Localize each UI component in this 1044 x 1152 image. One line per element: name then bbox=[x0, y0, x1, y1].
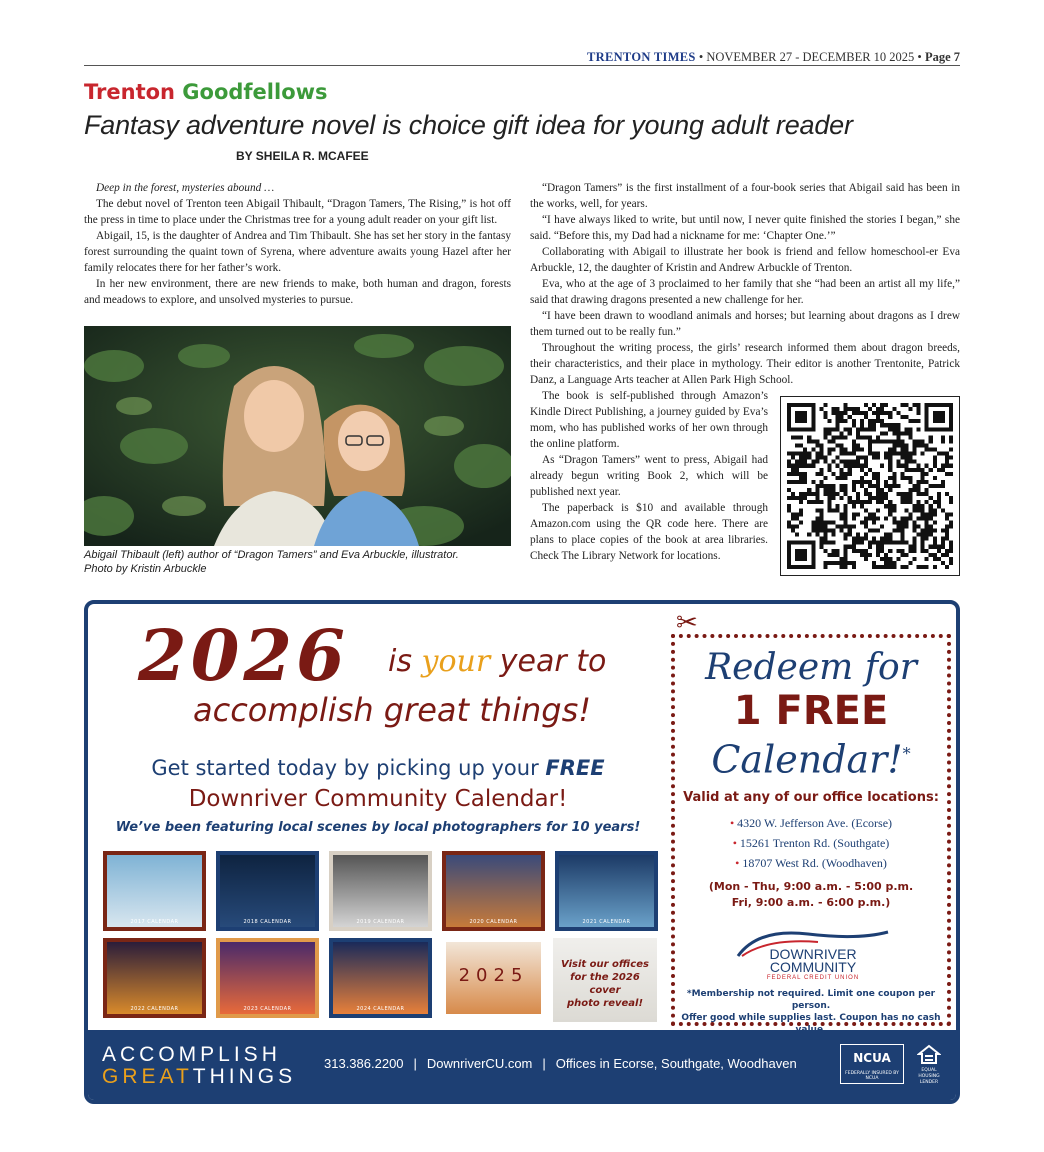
footer-web[interactable]: DownriverCU.com bbox=[426, 1056, 533, 1071]
calendar-label: 2022 CALENDAR bbox=[130, 1006, 179, 1012]
coupon-location: • 18707 West Rd. (Woodhaven) bbox=[735, 856, 887, 870]
qr-code-icon bbox=[787, 403, 953, 569]
scissors-icon: ✂ bbox=[676, 608, 698, 638]
article-paragraph: In her new environment, there are new friends to make, both human and dragon, forests and meadows to explore, and unsolved mysteries to pursue. bbox=[84, 278, 511, 306]
ad-free: FREE bbox=[545, 756, 605, 780]
footer-great-things bbox=[102, 1066, 296, 1088]
fine-line: *Membership not required. Limit one coupon per person. bbox=[686, 989, 936, 1011]
calendar-thumbnail bbox=[442, 851, 545, 931]
article-paragraph: Throughout the writing process, the girls’ research informed them about dragon breeds, their characteristics, and their place in mythology. Their editor is another Trentonite, Patrick Danz, a Language Arts teacher at Allen Park High School. bbox=[530, 342, 960, 386]
article-paragraph: “I have always liked to write, but until now, I never quite finished the stories I began,” she said. “Before this, my Dad had a nickname for me: ‘Chapter One.’” bbox=[530, 214, 960, 242]
ad-get-started bbox=[88, 754, 668, 782]
calendar-label: 2020 CALENDAR bbox=[469, 919, 518, 925]
calendar-thumbnail bbox=[103, 851, 206, 931]
footer-great: GREAT bbox=[102, 1065, 193, 1088]
footer-things: THINGS bbox=[192, 1065, 297, 1088]
article-column-right bbox=[530, 180, 960, 388]
page-number: Page 7 bbox=[924, 50, 960, 64]
article-paragraph: “I have been drawn to woodland animals and horses; but learning about dragons as I drew them turned out to be really fun.” bbox=[530, 310, 960, 338]
masthead bbox=[84, 50, 960, 66]
qr-code[interactable] bbox=[780, 396, 960, 576]
equal-housing-icon bbox=[912, 1044, 946, 1084]
coupon-fine-print bbox=[671, 988, 951, 1036]
ncua-sub: FEDERALLY INSURED BY NCUA bbox=[845, 1071, 899, 1081]
logo-line: FEDERAL CREDIT UNION bbox=[766, 975, 860, 981]
coupon-hours: (Mon - Thu, 9:00 a.m. - 5:00 p.m. bbox=[708, 880, 914, 893]
coupon-redeem: Redeem for bbox=[705, 647, 917, 688]
article-paragraph: “Dragon Tamers” is the first installment of a four-book series that Abigail said has been in the works, well, for years. bbox=[530, 182, 960, 210]
logo-line: DOWNRIVER bbox=[769, 946, 857, 962]
calendar-label: 2018 CALENDAR bbox=[243, 919, 292, 925]
coupon-calendar-text: Calendar! bbox=[711, 737, 903, 782]
calendar-label: 2019 CALENDAR bbox=[356, 919, 405, 925]
calendar-thumbnail bbox=[103, 938, 206, 1018]
article-paragraph: The debut novel of Trenton teen Abigail Thibault, “Dragon Tamers, The Rising,” is hot off the press in time to place under the Christmas tree for a young adult reader on your gift list. bbox=[84, 198, 511, 226]
ad-calendar-name: Downriver Community Calendar! bbox=[188, 786, 568, 812]
paper-name: TRENTON TIMES bbox=[587, 50, 696, 64]
calendar-thumbnail bbox=[329, 938, 432, 1018]
article-paragraph: Deep in the forest, mysteries abound … bbox=[96, 182, 275, 194]
calendar-thumbnail bbox=[216, 938, 319, 1018]
visit-line: Visit our offices bbox=[561, 959, 649, 970]
calendar-label: 2023 CALENDAR bbox=[243, 1006, 292, 1012]
section-kicker bbox=[84, 80, 328, 104]
photo-caption bbox=[84, 548, 514, 576]
footer-contact: 313.386.2200 | DownriverCU.com | Offices in Ecorse, Southgate, Woodhaven bbox=[324, 1056, 797, 1071]
dcfcu-logo bbox=[728, 926, 898, 986]
article-paragraph: Eva, who at the age of 3 proclaimed to her family that she “had been an artist all my life,” said that drawing dragons presented a new challenge for her. bbox=[530, 278, 960, 306]
ad-featuring: We’ve been featuring local scenes by local photographers for 10 years! bbox=[115, 820, 641, 835]
visit-line: for the 2026 cover bbox=[570, 972, 640, 996]
location-text: 18707 West Rd. (Woodhaven) bbox=[742, 856, 887, 870]
ncua-badge bbox=[840, 1044, 904, 1084]
caption-line: Abigail Thibault (left) author of “Dragon Tamers” and Eva Arbuckle, illustrator. bbox=[84, 549, 459, 561]
ad-footer bbox=[88, 1030, 956, 1100]
article-paragraph: The paperback is $10 and available through Amazon.com using the QR code here. There are plans to place copies of the book at area libraries. Check The Library Network for locations. bbox=[530, 502, 768, 562]
kicker-goodfellows: Goodfellows bbox=[182, 80, 328, 104]
footer-phone[interactable]: 313.386.2200 bbox=[324, 1056, 404, 1071]
calendar-label: 2021 CALENDAR bbox=[582, 919, 631, 925]
ad-tagline bbox=[388, 644, 606, 680]
issue-dates: • NOVEMBER 27 - DECEMBER 10 2025 • bbox=[698, 50, 922, 64]
coupon-calendar bbox=[671, 732, 951, 782]
article-paragraph: Collaborating with Abigail to illustrate her book is friend and fellow homeschool-er Eva Arbuckle, 12, the daughter of Kristin and Andrew Arbuckle of Trenton. bbox=[530, 246, 960, 274]
visit-line: photo reveal! bbox=[566, 998, 644, 1009]
ad-is: is bbox=[388, 644, 412, 679]
calendar-thumbnail bbox=[329, 851, 432, 931]
coupon-location: • 15261 Trenton Rd. (Southgate) bbox=[732, 836, 890, 850]
article-photo bbox=[84, 326, 511, 546]
article-paragraph: The book is self-published through Amazon’s Kindle Direct Publishing, a journey guided by Eva’s mom, who has published works of her own through the online platform. bbox=[530, 390, 768, 450]
article-paragraph: As “Dragon Tamers” went to press, Abigail had already begun writing Book 2, which will be published next year. bbox=[530, 454, 768, 498]
calendar-thumbnail bbox=[555, 851, 658, 931]
article-byline: BY SHEILA R. MCAFEE bbox=[236, 149, 369, 163]
logo-line: COMMUNITY bbox=[769, 959, 857, 975]
coupon-asterisk: * bbox=[902, 744, 911, 763]
location-text: 15261 Trenton Rd. (Southgate) bbox=[739, 836, 890, 850]
footer-accomplish: ACCOMPLISH bbox=[102, 1043, 281, 1066]
calendar-label: 2017 CALENDAR bbox=[130, 919, 179, 925]
ad-accomplish: accomplish great things! bbox=[193, 691, 592, 729]
calendar-thumbnail bbox=[442, 938, 545, 1018]
article-headline: Fantasy adventure novel is choice gift idea for young adult reader bbox=[84, 110, 853, 140]
photo-illustration bbox=[84, 326, 511, 546]
ad-year: 2026 bbox=[138, 614, 349, 697]
calendar-label: 2025 bbox=[458, 965, 529, 986]
house-icon bbox=[917, 1044, 941, 1064]
ad-start-text: Get started today by picking up your bbox=[151, 756, 539, 780]
coupon-free: 1 FREE bbox=[733, 688, 889, 734]
article-column-left bbox=[84, 180, 511, 308]
ncua-text: NCUA bbox=[853, 1051, 891, 1065]
article-column-right-narrow bbox=[530, 388, 768, 564]
footer-offices: Offices in Ecorse, Southgate, Woodhaven bbox=[555, 1056, 797, 1071]
coupon-hours: Fri, 9:00 a.m. - 6:00 p.m.) bbox=[731, 896, 891, 909]
kicker-trenton: Trenton bbox=[84, 80, 175, 104]
calendar-label: 2024 CALENDAR bbox=[356, 1006, 405, 1012]
location-text: 4320 W. Jefferson Ave. (Ecorse) bbox=[737, 816, 893, 830]
caption-credit: Photo by Kristin Arbuckle bbox=[84, 563, 207, 575]
coupon-location: • 4320 W. Jefferson Ave. (Ecorse) bbox=[729, 816, 893, 830]
ad-your: your bbox=[421, 644, 491, 679]
calendar-thumbnail bbox=[216, 851, 319, 931]
fine-line: Offer good while supplies last. Coupon has no cash bbox=[681, 1013, 941, 1023]
visit-card bbox=[553, 938, 657, 1022]
article-paragraph: Abigail, 15, is the daughter of Andrea and Tim Thibault. She has set her story in the fantasy forest surrounding the quaint town of Syrena, where adventure awaits young Hazel after her family relocates there for her father’s work. bbox=[84, 230, 511, 274]
coupon-valid: Valid at any of our office locations: bbox=[683, 790, 939, 805]
ad-year-to: year to bbox=[499, 644, 607, 679]
eh-text: EQUAL HOUSING LENDER bbox=[918, 1068, 940, 1085]
advertisement bbox=[84, 600, 960, 1104]
